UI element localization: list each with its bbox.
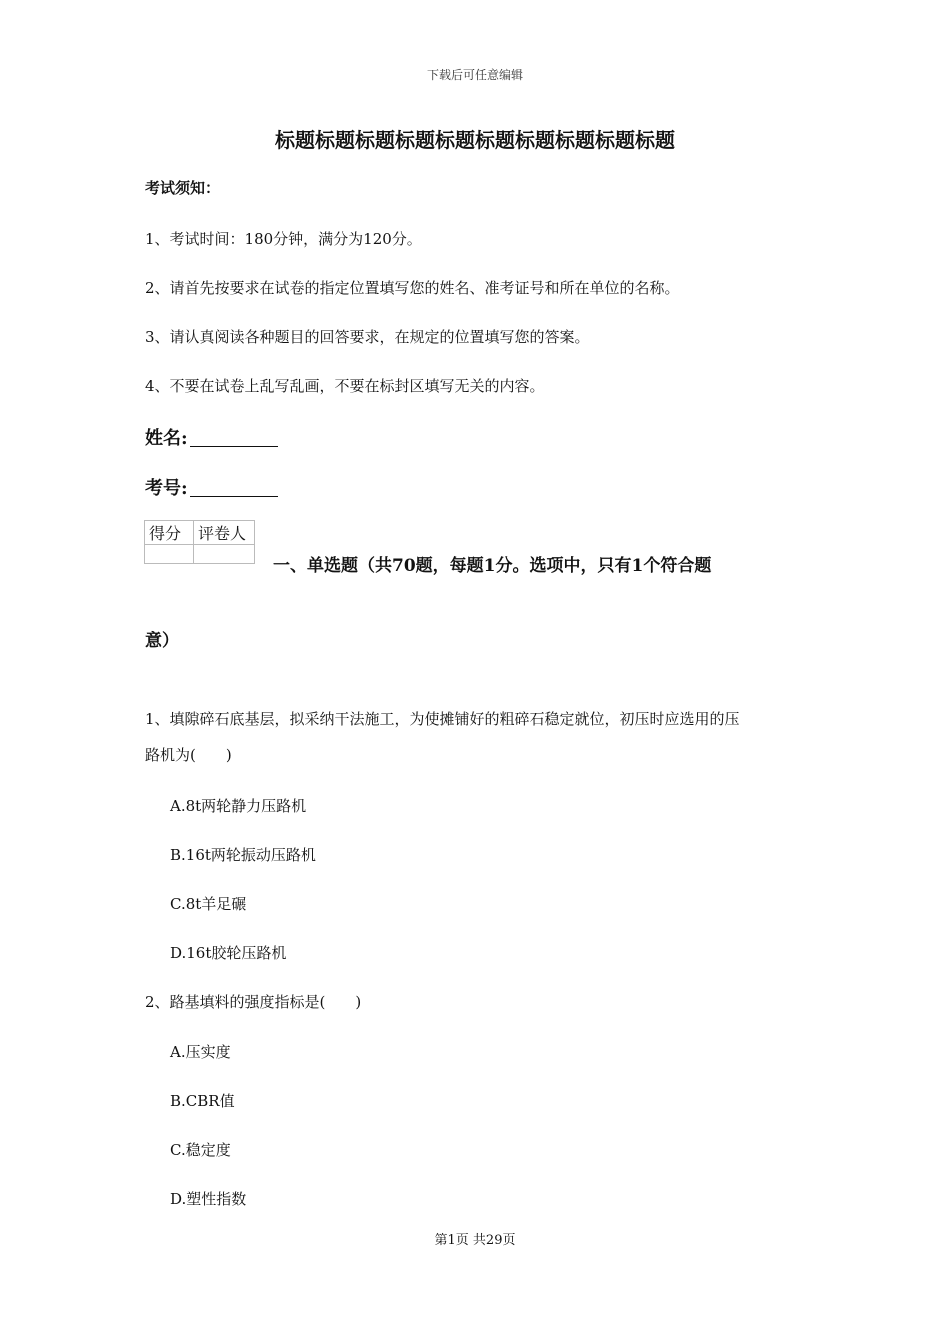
exam-number-label: 考号: [145, 478, 188, 499]
score-table [144, 520, 255, 564]
score-header: 得分 [145, 521, 194, 545]
question-option: A.8t两轮静力压路机 [170, 797, 307, 815]
grader-cell[interactable] [194, 545, 255, 564]
question-option: B.CBR值 [170, 1092, 235, 1110]
question-stem-continued: 路机为( ) [145, 746, 232, 764]
notice-heading: 考试须知： [145, 179, 221, 197]
exam-number-blank[interactable] [190, 478, 278, 497]
page-footer: 第1页 共29页 [434, 1233, 516, 1248]
header-note: 下载后可任意编辑 [426, 68, 523, 82]
section-title-continued: 意） [145, 631, 179, 651]
name-field[interactable] [145, 424, 278, 450]
question-stem: 1、填隙碎石底基层，拟采纳干法施工，为使摊铺好的粗碎石稳定就位，初压时应选用的压 [145, 710, 740, 728]
notice-rule: 2、请首先按要求在试卷的指定位置填写您的姓名、准考证号和所在单位的名称。 [145, 279, 680, 297]
question-option: D.16t胶轮压路机 [170, 944, 287, 962]
notice-rule: 1、考试时间：180分钟，满分为120分。 [145, 230, 422, 248]
name-label: 姓名: [145, 428, 188, 449]
grader-header: 评卷人 [194, 521, 255, 545]
notice-rule: 3、请认真阅读各种题目的回答要求，在规定的位置填写您的答案。 [145, 328, 590, 346]
section-title: 一、单选题（共70题，每题1分。选项中，只有1个符合题 [273, 556, 712, 576]
question-option: D.塑性指数 [170, 1190, 247, 1208]
question-option: C.稳定度 [170, 1141, 231, 1159]
question-option: B.16t两轮振动压路机 [170, 846, 316, 864]
document-title: 标题标题标题标题标题标题标题标题标题标题 [275, 128, 675, 152]
question-stem: 2、路基填料的强度指标是( ) [145, 993, 362, 1011]
question-option: A.压实度 [170, 1043, 231, 1061]
question-option: C.8t羊足碾 [170, 895, 247, 913]
notice-rule: 4、不要在试卷上乱写乱画，不要在标封区填写无关的内容。 [145, 377, 545, 395]
exam-number-field[interactable] [145, 474, 278, 500]
score-cell[interactable] [145, 545, 194, 564]
name-blank[interactable] [190, 428, 278, 447]
